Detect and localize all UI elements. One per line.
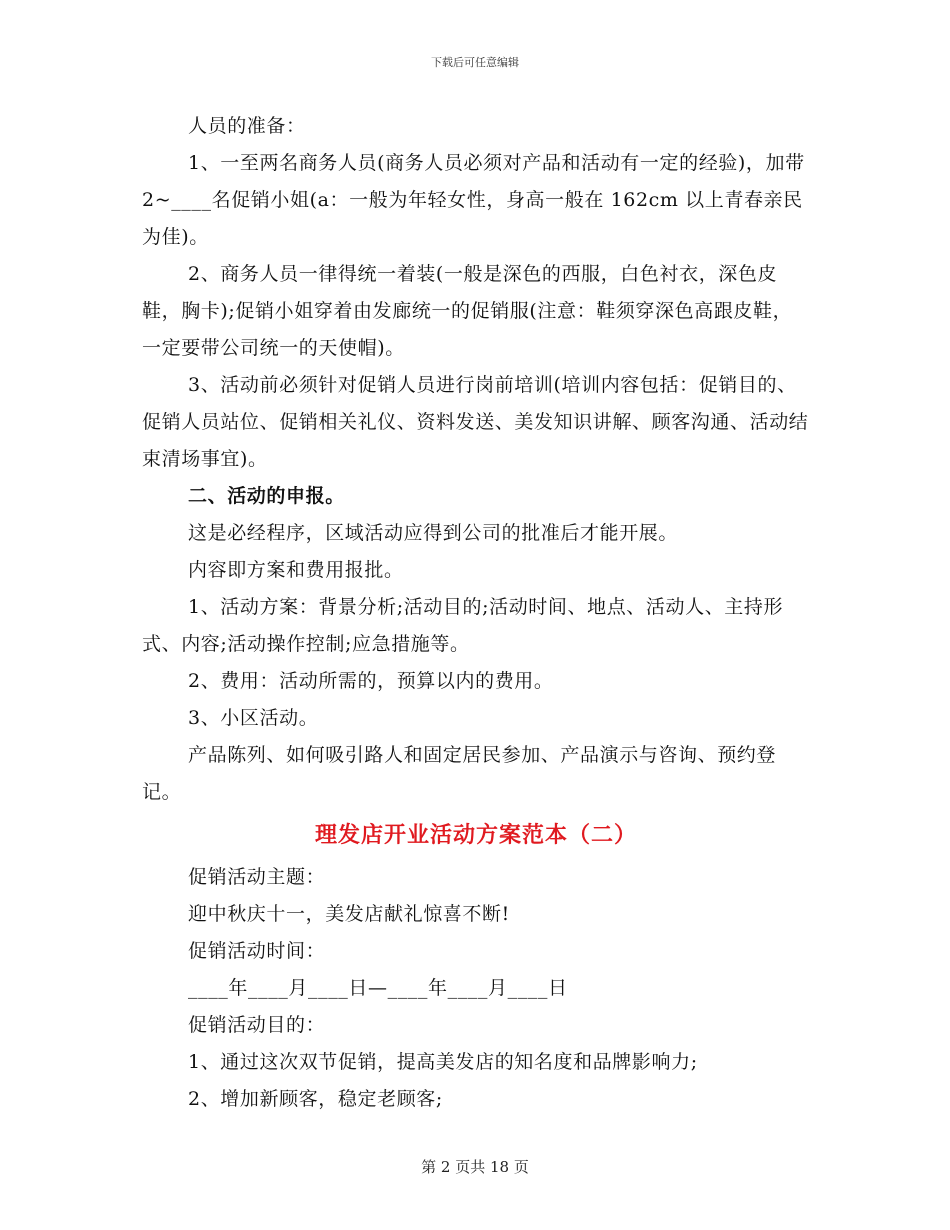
page-footer: 第 2 页共 18 页 xyxy=(421,1158,529,1176)
paragraph-staff-2: 2、商务人员一律得统一着装(一般是深色的西服，白色衬衣，深色皮鞋，胸卡);促销小姐穿着由发廊统一的促销服(注意：鞋须穿深色高跟皮鞋，一定要带公司统一的天使帽)。 xyxy=(142,263,793,359)
page-header: 下载后可任意编辑 xyxy=(431,56,519,69)
paragraph-promo-theme-label: 促销活动主题： xyxy=(188,866,326,888)
section-title: 理发店开业活动方案范本（二） xyxy=(314,822,637,848)
document-body xyxy=(142,108,810,1118)
paragraph-promo-goal-label: 促销活动目的： xyxy=(188,1014,326,1036)
paragraph-community: 3、小区活动。 xyxy=(188,707,319,729)
paragraph-procedure: 这是必经程序，区域活动应得到公司的批准后才能开展。 xyxy=(188,522,679,544)
paragraph-staff-1: 1、一至两名商务人员(商务人员必须对产品和活动有一定的经验)，加带 2~____名促销小姐(a：一般为年轻女性，身高一般在 162cm 以上青春亲民为佳)。 xyxy=(142,152,805,248)
paragraph-promo-time-label: 促销活动时间： xyxy=(188,940,326,962)
paragraph-promo-time: ____年____月____日—____年____月____日 xyxy=(188,977,568,999)
paragraph-cost: 2、费用：活动所需的，预算以内的费用。 xyxy=(188,670,554,692)
paragraph-staff-3: 3、活动前必须针对促销人员进行岗前培训(培训内容包括：促销目的、促销人员站位、促销相关礼仪、资料发送、美发知识讲解、顾客沟通、活动结束清场事宜)。 xyxy=(142,374,809,470)
section-heading-application: 二、活动的申报。 xyxy=(188,485,345,507)
paragraph-personnel-prep: 人员的准备： xyxy=(188,115,306,137)
paragraph-display: 产品陈列、如何吸引路人和固定居民参加、产品演示与咨询、预约登记。 xyxy=(142,744,777,803)
paragraph-content-approval: 内容即方案和费用报批。 xyxy=(188,559,404,581)
paragraph-promo-theme: 迎中秋庆十一，美发店献礼惊喜不断! xyxy=(188,903,510,925)
paragraph-promo-goal-2: 2、增加新顾客，稳定老顾客; xyxy=(188,1088,443,1110)
paragraph-plan: 1、活动方案：背景分析;活动目的;活动时间、地点、活动人、主持形式、内容;活动操作控制;应急措施等。 xyxy=(142,596,784,655)
paragraph-promo-goal-1: 1、通过这次双节促销，提高美发店的知名度和品牌影响力; xyxy=(188,1051,698,1073)
